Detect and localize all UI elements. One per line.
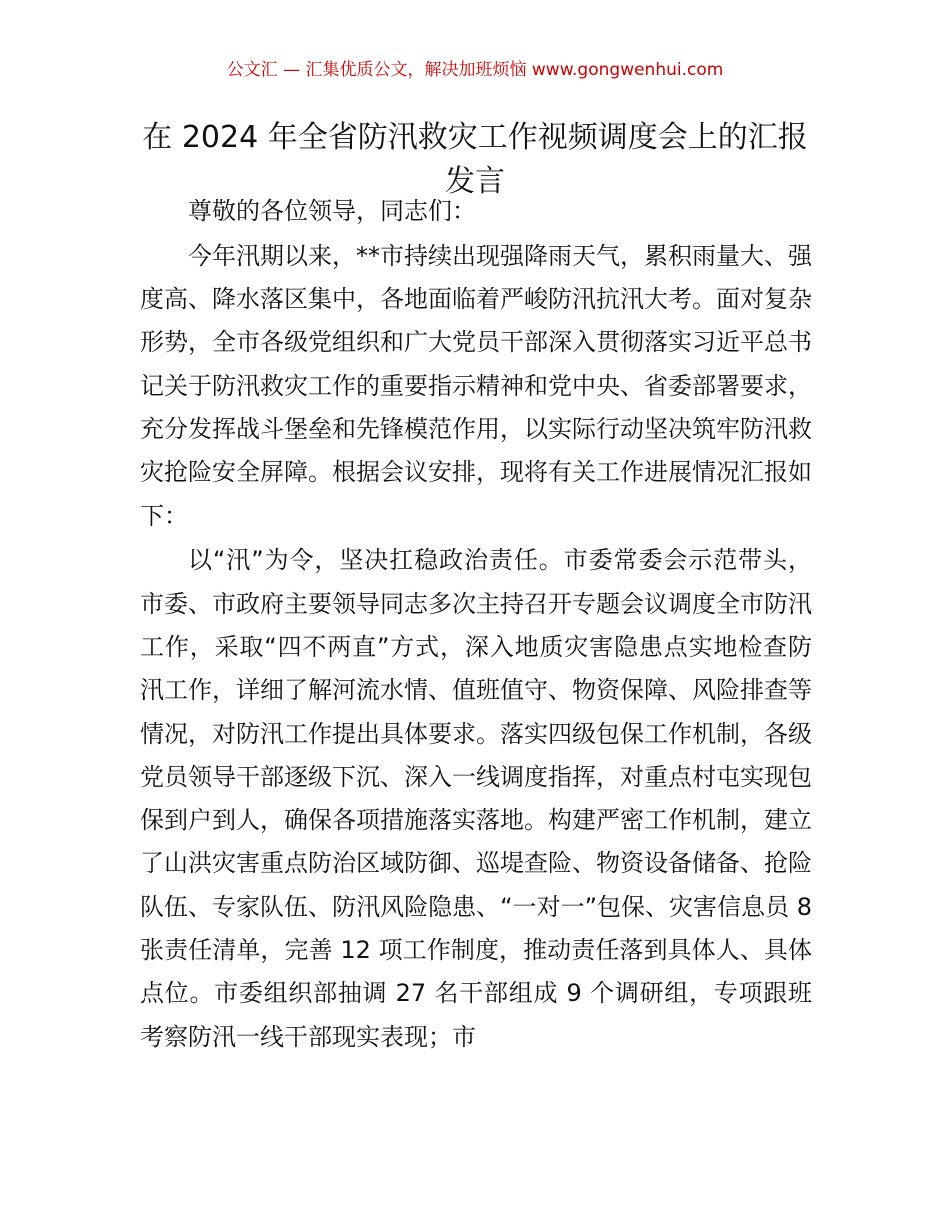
salutation-paragraph: 尊敬的各位领导，同志们： — [188, 197, 476, 225]
document-body — [140, 190, 812, 1060]
intro-paragraph: 今年汛期以来，**市持续出现强降雨天气，累积雨量大、强度高、降水落区集中，各地面临着严峻防汛抗汛大考。面对复杂形势，全市各级党组织和广大党员干部深入贯彻落实习近平总书记关于防汛救灾工作的重要指示精神和党中央、省委部署要求，充分发挥战斗堡垒和先锋模范作用，以实际行动坚决筑牢防汛救灾抢险安全屏障。根据会议安排，现将有关工作进展情况汇报如下： — [140, 241, 812, 530]
site-header[interactable]: 公文汇 — 汇集优质公文，解决加班烦恼 www.gongwenhui.com — [226, 60, 724, 80]
political-responsibility-paragraph: 以“汛”为令，坚决扛稳政治责任。市委常委会示范带头，市委、市政府主要领导同志多次主持召开专题会议调度全市防汛工作，采取“四不两直”方式，深入地质灾害隐患点实地检查防汛工作，详细了解河流水情、值班值守、物资保障、风险排查等情况，对防汛工作提出具体要求。落实四级包保工作机制，各级党员领导干部逐级下沉、深入一线调度指挥，对重点村屯实现包保到户到人，确保各项措施落实落地。构建严密工作机制，建立了山洪灾害重点防治区域防御、巡堤查险、物资设备储备、抢险队伍、专家队伍、防汛风险隐患、“一对一”包保、灾害信息员 8 张责任清单，完善 12 项工作制度，推动责任落到具体人、具体点位。市委组织部抽调 27 名干部组成 9 个调研组，专项跟班考察防汛一线干部现实表现；市 — [140, 546, 812, 1051]
document-title: 在 2024 年全省防汛救灾工作视频调度会上的汇报发言 — [142, 120, 808, 199]
